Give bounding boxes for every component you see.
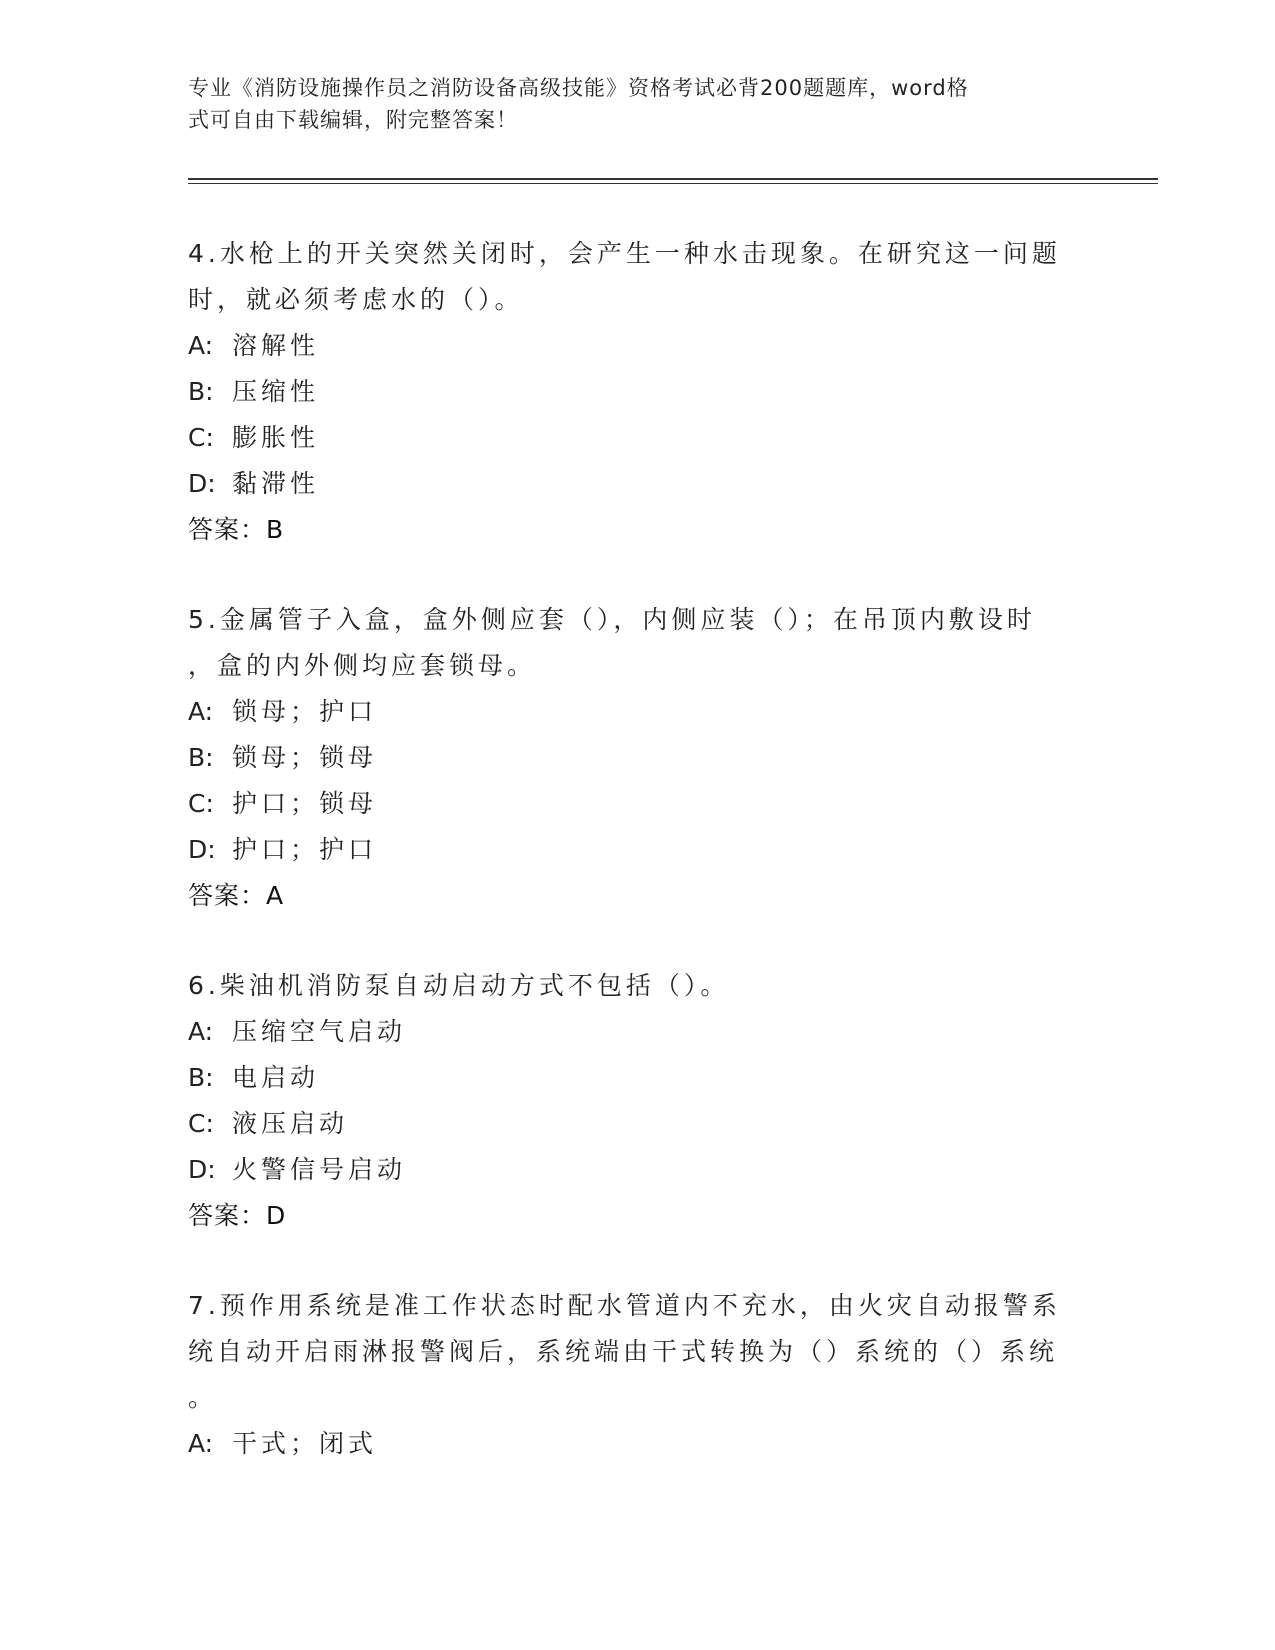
option-key: D: — [188, 835, 216, 864]
option-b — [188, 369, 1088, 415]
option-key: C: — [188, 423, 214, 452]
option-a — [188, 1421, 1088, 1467]
question-list — [188, 231, 1088, 1511]
option-text: 液压启动 — [232, 1109, 349, 1138]
question-text-line: 6.柴油机消防泵自动启动方式不包括（）。 — [188, 971, 730, 1000]
option-d — [188, 827, 1088, 873]
answer-line: 答案：D — [188, 1201, 287, 1230]
option-key: B: — [188, 743, 214, 772]
option-d — [188, 1147, 1088, 1193]
option-key: A: — [188, 1017, 214, 1046]
option-key: D: — [188, 1155, 216, 1184]
option-text: 溶解性 — [232, 331, 320, 360]
option-key: C: — [188, 1109, 214, 1138]
question-4 — [188, 231, 1088, 553]
question-text-line: 7.预作用系统是准工作状态时配水管道内不充水，由火灾自动报警系 — [188, 1291, 1061, 1320]
option-c — [188, 415, 1088, 461]
option-c — [188, 781, 1088, 827]
option-text: 黏滞性 — [232, 469, 320, 498]
answer-line: 答案：B — [188, 515, 285, 544]
header-line-2: 式可自由下载编辑，附完整答案！ — [188, 108, 518, 132]
option-text: 锁母；锁母 — [232, 743, 378, 772]
option-key: B: — [188, 1063, 214, 1092]
option-b — [188, 1055, 1088, 1101]
option-key: A: — [188, 331, 214, 360]
option-text: 压缩空气启动 — [232, 1017, 407, 1046]
question-text-line: 时，就必须考虑水的（）。 — [188, 285, 524, 314]
answer-line: 答案：A — [188, 881, 285, 910]
header-line-1: 专业《消防设施操作员之消防设备高级技能》资格考试必背200题题库，word格 — [188, 76, 969, 100]
document-header — [188, 72, 1088, 136]
question-5 — [188, 597, 1088, 919]
option-text: 锁母；护口 — [232, 697, 378, 726]
question-7 — [188, 1283, 1088, 1467]
option-text: 电启动 — [232, 1063, 320, 1092]
question-text-line: 统自动开启雨淋报警阀后，系统端由干式转换为（）系统的（）系统 — [188, 1337, 1059, 1366]
question-text-line: 4.水枪上的开关突然关闭时，会产生一种水击现象。在研究这一问题 — [188, 239, 1061, 268]
option-text: 膨胀性 — [232, 423, 320, 452]
option-a — [188, 323, 1088, 369]
question-text-line: 。 — [188, 1383, 218, 1412]
option-text: 护口；护口 — [232, 835, 378, 864]
option-text: 干式；闭式 — [232, 1429, 378, 1458]
question-text-line: 5.金属管子入盒，盒外侧应套（），内侧应装（）；在吊顶内敷设时 — [188, 605, 1036, 634]
option-a — [188, 689, 1088, 735]
option-key: B: — [188, 377, 214, 406]
option-a — [188, 1009, 1088, 1055]
option-text: 压缩性 — [232, 377, 320, 406]
option-key: C: — [188, 789, 214, 818]
option-key: A: — [188, 697, 214, 726]
question-text-line: ，盒的内外侧均应套锁母。 — [188, 651, 537, 680]
option-c — [188, 1101, 1088, 1147]
question-6 — [188, 963, 1088, 1239]
option-d — [188, 461, 1088, 507]
option-b — [188, 735, 1088, 781]
option-text: 护口；锁母 — [232, 789, 378, 818]
option-key: A: — [188, 1429, 214, 1458]
header-divider-thin — [188, 183, 1158, 184]
header-divider-thick — [188, 178, 1158, 180]
option-text: 火警信号启动 — [232, 1155, 407, 1184]
option-key: D: — [188, 469, 216, 498]
